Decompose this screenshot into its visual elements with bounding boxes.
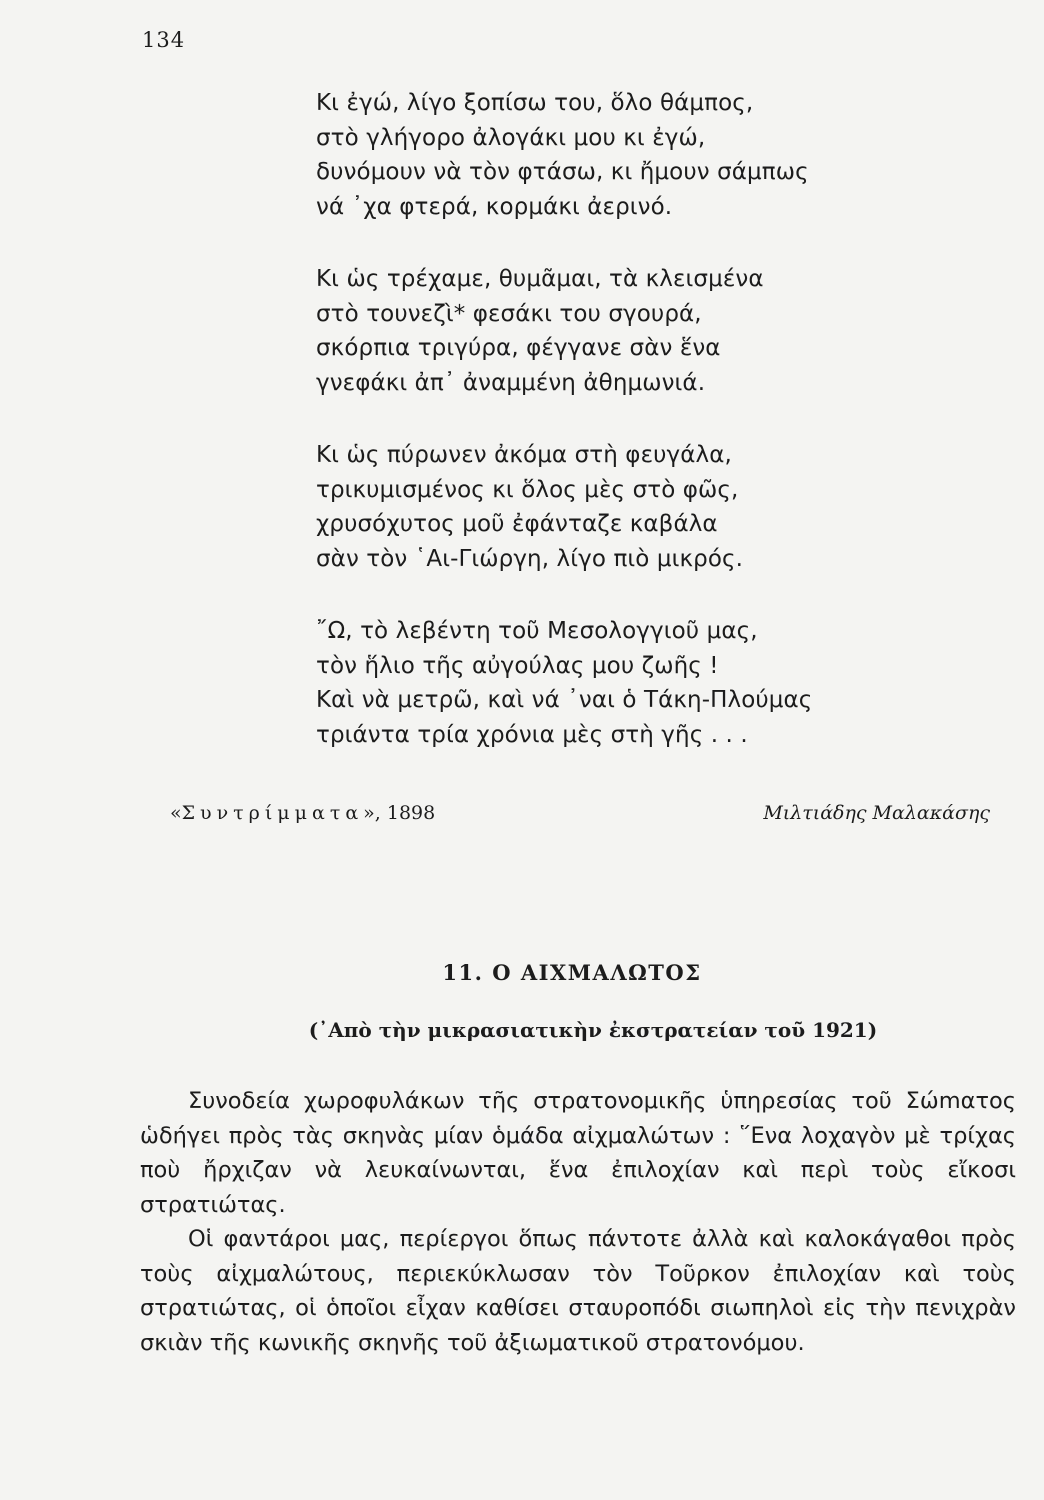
verse-line: σκόρπια τριγύρα, φέγγανε σὰν ἕνα: [316, 335, 721, 361]
verse-line: χρυσόχυτος μοῦ ἐφάνταζε καβάλα: [316, 511, 718, 537]
poem: [316, 86, 1016, 752]
poem-stanza-3: [316, 438, 1016, 576]
source-year: », 1898: [363, 802, 436, 824]
prose-body: [140, 1084, 1016, 1360]
verse-line: τριάντα τρία χρόνια μὲς στὴ γῆς . . .: [316, 721, 748, 748]
verse-line: γνεφάκι ἀπ᾿ ἀναμμένη ἀθημωνιά.: [316, 369, 706, 396]
verse-line: νά ᾿χα φτερά, κορμάκι ἀερινό.: [316, 193, 673, 220]
poem-stanza-1: [316, 86, 1016, 224]
source-open-quote: «: [170, 802, 182, 824]
verse-line: Κι ὡς πύρωνεν ἀκόμα στὴ φευγάλα,: [316, 442, 732, 468]
chapter-title: 11. Ο ΑΙΧΜΑΛΩΤΟΣ: [442, 960, 702, 985]
verse-line: στὸ τουνεζὶ* φεσάκι του σγουρά,: [316, 300, 702, 327]
chapter-subtitle: (᾿Απὸ τὴν μικρασιατικὴν ἐκστρατείαν τοῦ 1921): [308, 1018, 878, 1042]
source-citation: [170, 802, 435, 824]
verse-line: Κι ἐγώ, λίγο ξοπίσω του, ὅλο θάμπος,: [316, 90, 754, 116]
paragraph: Οἱ φαντάροι μας, περίεργοι ὅπως πάντοτε ἀλλὰ καὶ καλοκάγαθοι πρὸς τοὺς αἰχμαλώτους, περιεκύκλωσαν τὸν Τοῦρκον ἐπιλοχίαν καὶ τοὺς στρατιώτας, οἱ ὁποῖοι εἶχαν καθίσει σταυροπόδι σιωπηλοὶ εἰς τὴν πενιχρὰν σκιὰν τῆς κωνικῆς σκηνῆς τοῦ ἀξιωματικοῦ στρατονόμου.: [140, 1226, 1016, 1356]
poem-stanza-4: [316, 614, 1016, 752]
poem-stanza-2: [316, 262, 1016, 400]
verse-line: στὸ γλήγορο ἀλογάκι μου κι ἐγώ,: [316, 124, 706, 151]
verse-line: σὰν τὸν ῾Αι-Γιώργη, λίγο πιὸ μικρός.: [316, 545, 744, 572]
verse-line: Καὶ νὰ μετρῶ, καὶ νά ᾿ναι ὁ Τάκη-Πλούμας: [316, 687, 813, 713]
verse-line: ῎Ω, τὸ λεβέντη τοῦ Μεσολογγιοῦ μας,: [316, 618, 758, 644]
author-name: Μιλτιάδης Μαλακάσης: [763, 802, 990, 824]
source-title: Συντρίμματα: [181, 802, 364, 824]
verse-line: δυνόμουν νὰ τὸν φτάσω, κι ἤμουν σάμπως: [316, 159, 809, 185]
verse-line: Κι ὡς τρέχαμε, θυμᾶμαι, τὰ κλεισμένα: [316, 266, 764, 292]
poem-attribution: [170, 802, 990, 830]
verse-line: τὸν ἥλιο τῆς αὐγούλας μου ζωῆς !: [316, 652, 719, 679]
verse-line: τρικυμισμένος κι ὅλος μὲς στὸ φῶς,: [316, 476, 739, 503]
page-number: 134: [142, 28, 186, 52]
paragraph: Συνοδεία χωροφυλάκων τῆς στρατονομικῆς ὑπηρεσίας τοῦ Σώmατος ὡδήγει πρὸς τὰς σκηνὰς μίαν ὁμάδα αἰχμαλώτων : ῞Ενα λοχαγὸν μὲ τρίχας ποὺ ἤρχιζαν νὰ λευκαίνωνται, ἕνα ἐπιλοχίαν καὶ περὶ τοὺς εἴκοσι στρατιώτας.: [140, 1088, 1016, 1218]
